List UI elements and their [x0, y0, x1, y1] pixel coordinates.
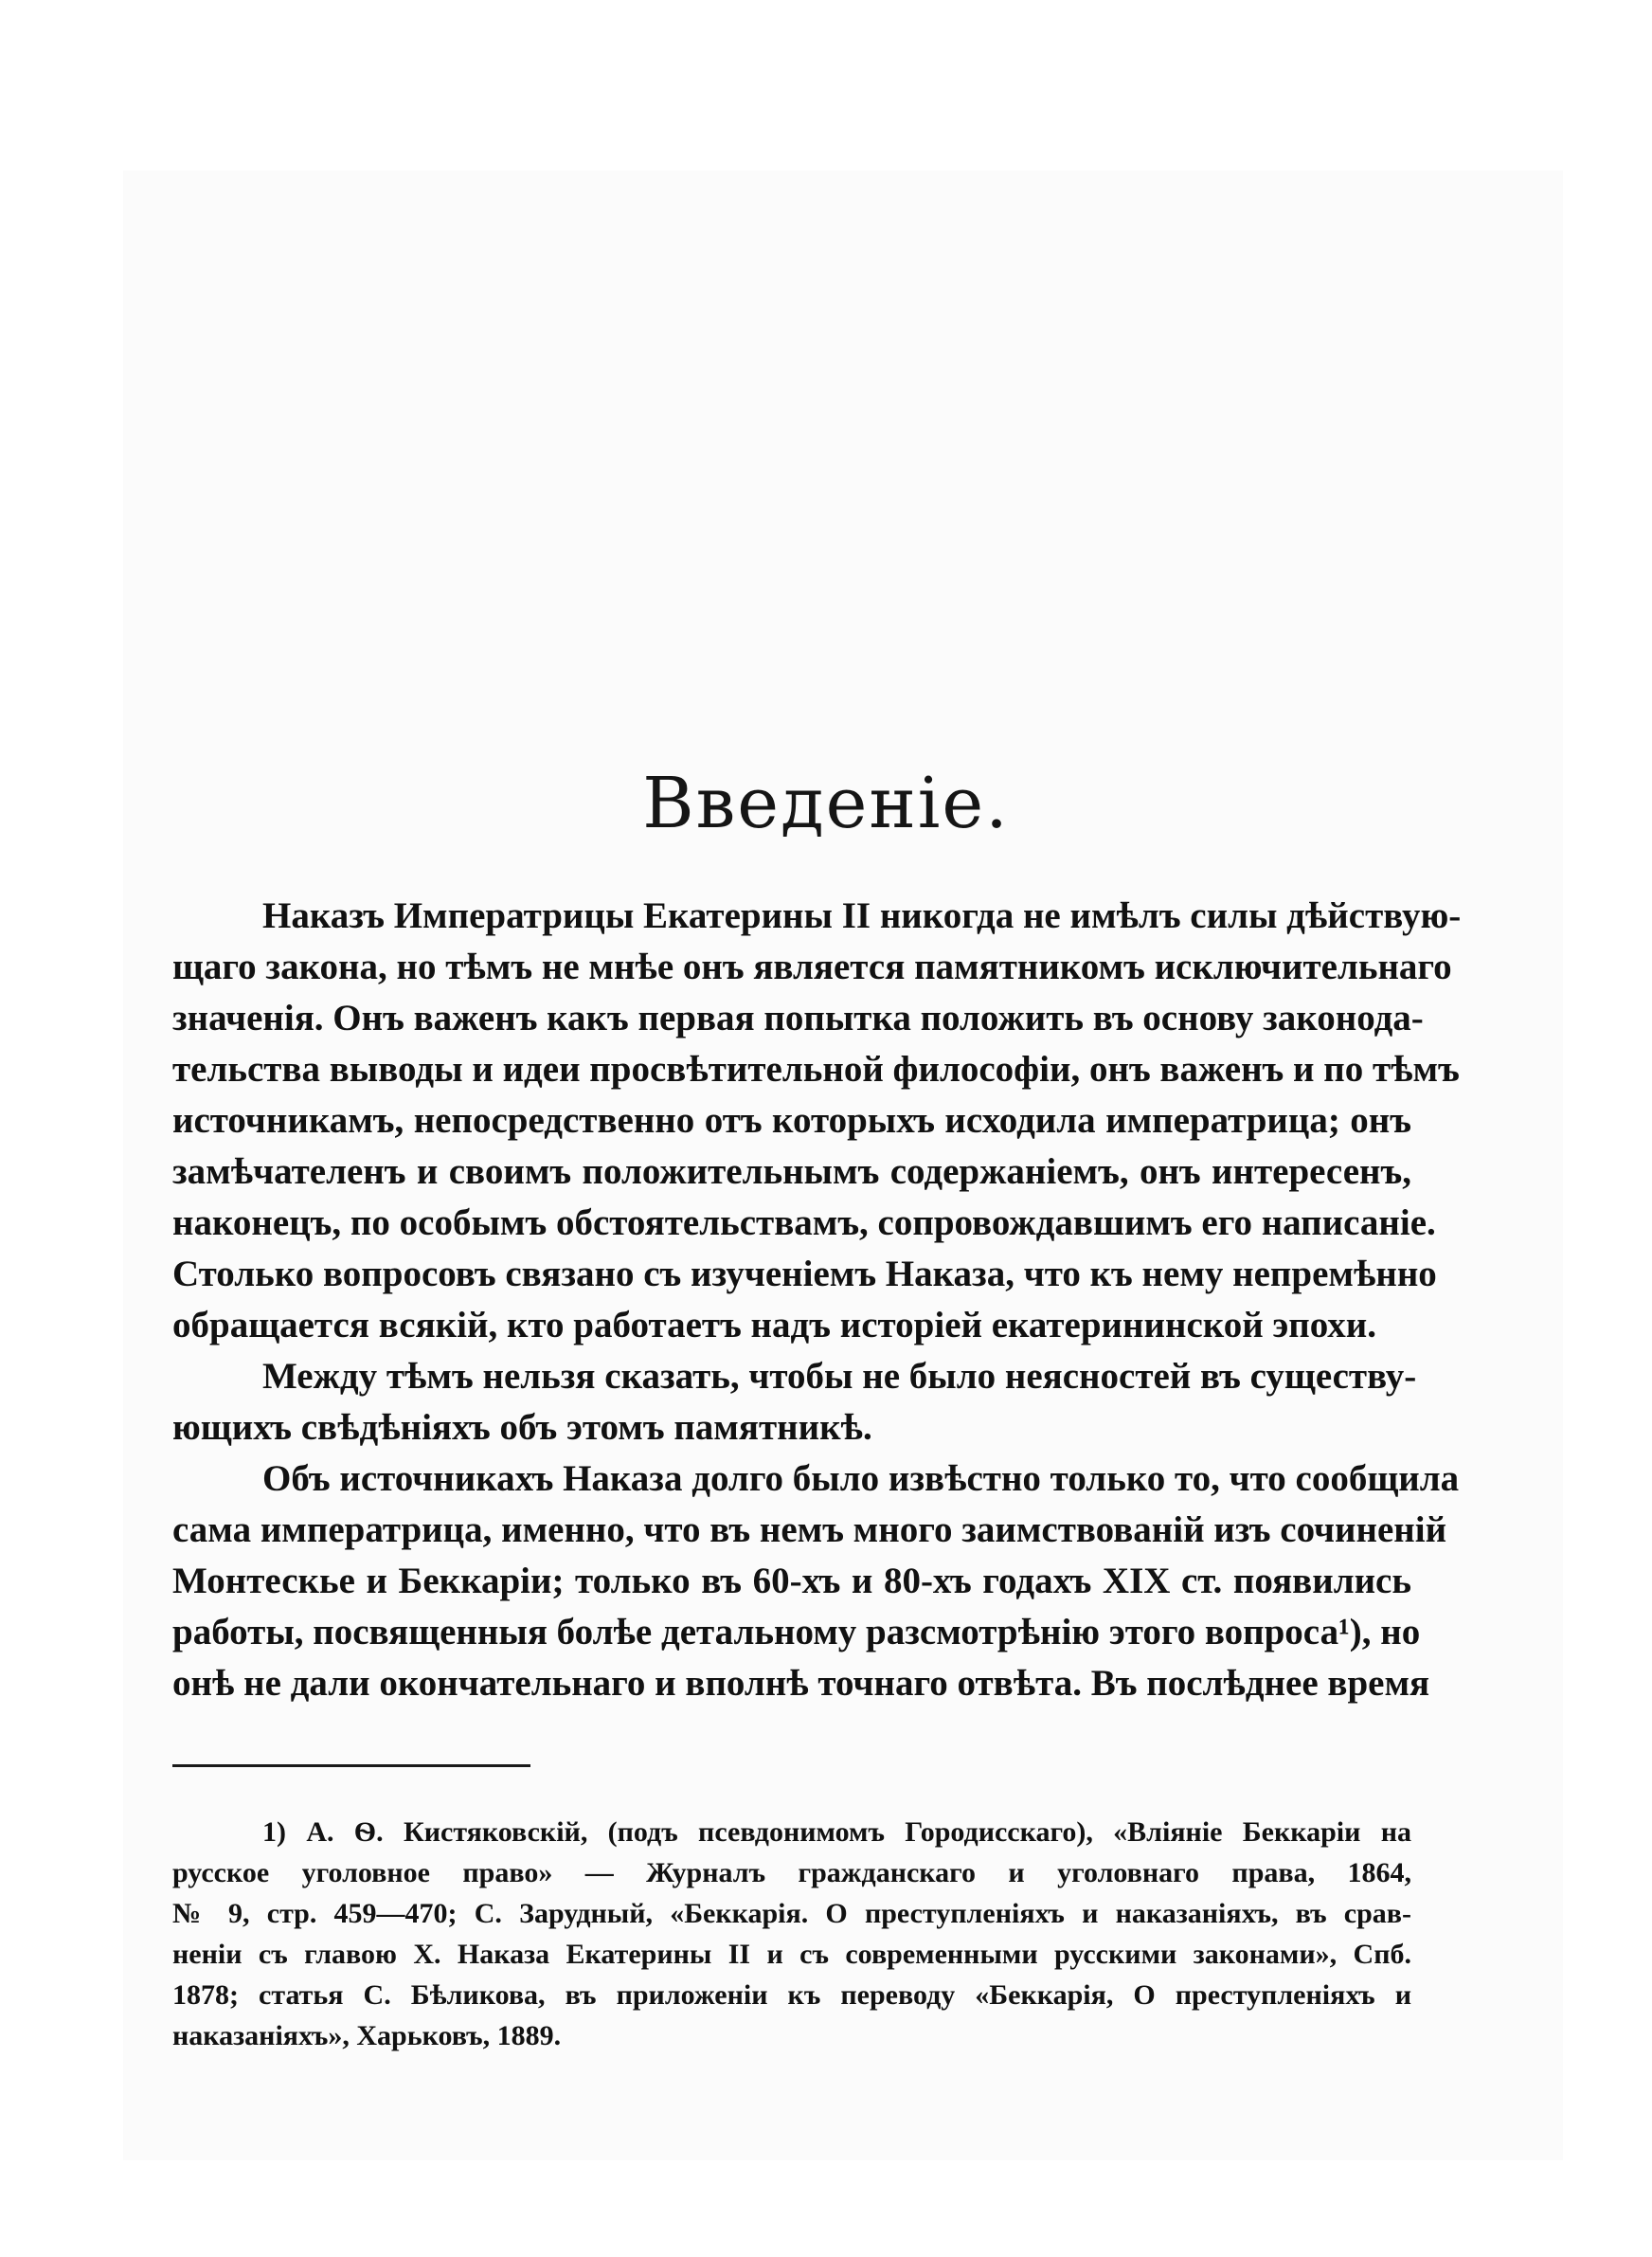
text-line: онѣ не дали окончательнаго и вполнѣ точнаго отвѣта. Въ послѣднее время — [172, 1663, 1430, 1704]
text-line: источникамъ, непосредственно отъ которыхъ исходила императрица; онъ — [172, 1100, 1411, 1141]
text-line: работы, посвященныя болѣе детальному разсмотрѣнiю этого вопроса¹), но — [172, 1612, 1421, 1652]
text-line: Монтескье и Беккарiи; только въ 60-хъ и 80-хъ годахъ XIX ст. появились — [172, 1561, 1411, 1601]
text-line: тельства выводы и идеи просвѣтительной философiи, онъ важенъ и по тѣмъ — [172, 1049, 1460, 1090]
text-line: обращается всякiй, кто работаетъ надъ исторiей екатерининской эпохи. — [172, 1305, 1377, 1345]
footnote — [172, 1812, 1411, 2056]
chapter-title: Введенiе. — [642, 763, 1010, 844]
footnote-line: ненiи съ главою X. Наказа Екатерины II и съ современными русскими законами», Спб. — [172, 1939, 1411, 1970]
text-line: Наказъ Императрицы Екатерины II никогда не имѣлъ силы дѣйствую- — [262, 895, 1462, 936]
footnote-divider — [172, 1764, 530, 1767]
text-line: Объ источникахъ Наказа долго было извѣстно только то, что сообщила — [262, 1458, 1460, 1499]
text-line: значенiя. Онъ важенъ какъ первая попытка положить въ основу законода- — [172, 998, 1424, 1038]
text-line: щаго закона, но тѣмъ не мнѣе онъ является памятникомъ исключительнаго — [172, 947, 1452, 987]
text-line: ющихъ свѣдѣнiяхъ объ этомъ памятникѣ. — [172, 1407, 872, 1448]
footnote-line: 1878; статья С. Бѣликова, въ приложенiи къ переводу «Беккарiя, О преступленiяхъ и — [172, 1979, 1411, 2011]
body-text — [172, 891, 1462, 1709]
footnote-line: 1) А. Ѳ. Кистяковскiй, (подъ псевдонимомъ Городисскаго), «Влiянiе Беккарiи на — [262, 1816, 1411, 1848]
footnote-line: наказанiяхъ», Харьковъ, 1889. — [172, 2020, 562, 2051]
text-line: наконецъ, по особымъ обстоятельствамъ, сопровождавшимъ его написанiе. — [172, 1202, 1436, 1243]
footnote-line: русское уголовное право» — Журналъ гражданскаго и уголовнаго права, 1864, — [172, 1857, 1411, 1888]
text-line: сама императрица, именно, что въ немъ много заимствованiй изъ сочиненiй — [172, 1509, 1447, 1550]
text-line: замѣчателенъ и своимъ положительнымъ содержанiемъ, онъ интересенъ, — [172, 1151, 1411, 1192]
footnote-line: № 9, стр. 459—470; С. Зарудный, «Беккарiя. О преступленiяхъ и наказанiяхъ, въ срав- — [172, 1898, 1411, 1929]
text-line: Между тѣмъ нельзя сказать, чтобы не было неясностей въ существу- — [262, 1356, 1417, 1397]
text-line: Столько вопросовъ связано съ изученiемъ Наказа, что къ нему непремѣнно — [172, 1254, 1437, 1294]
